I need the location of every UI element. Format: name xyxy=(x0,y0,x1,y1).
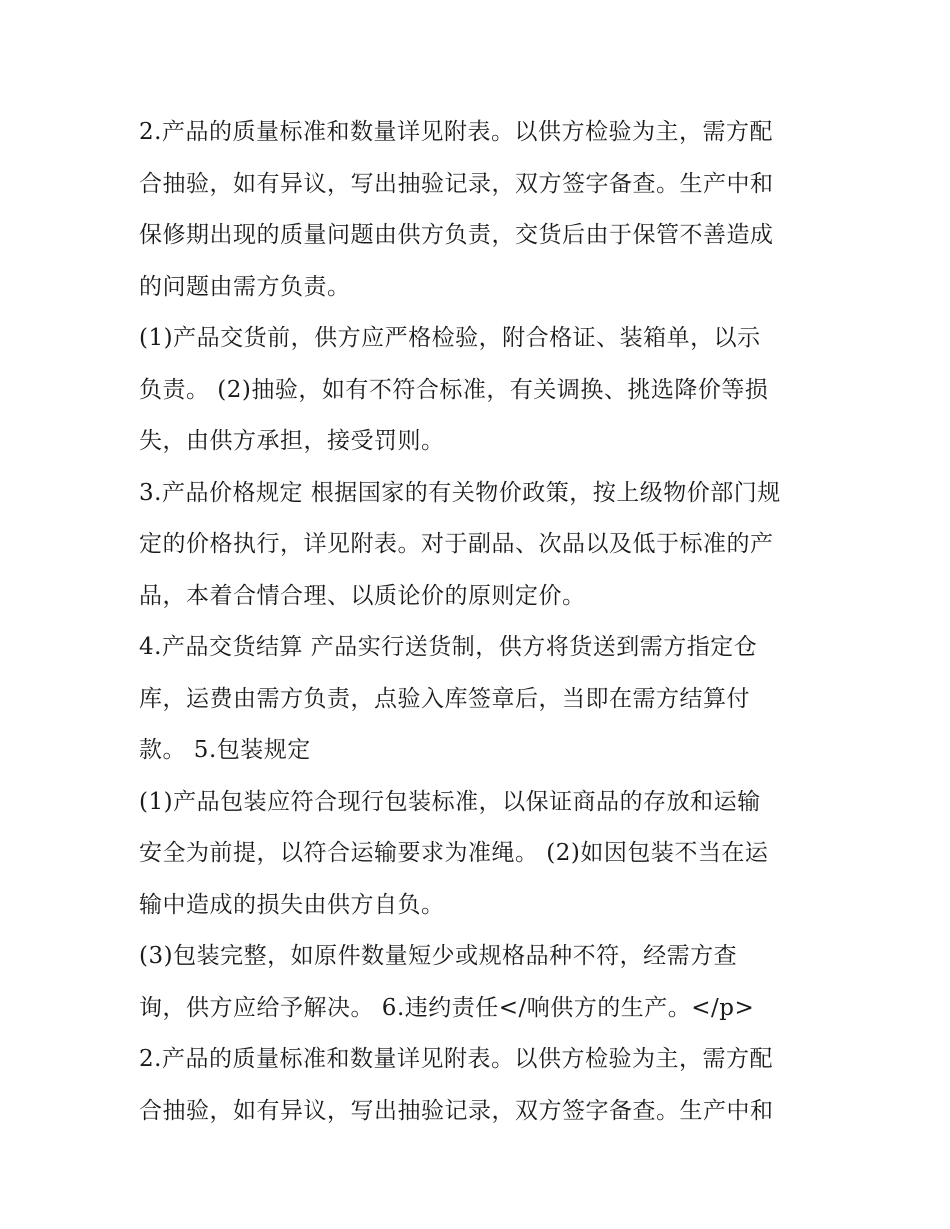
text-line: (1)产品包装应符合现行包装标准，以保证商品的存放和运输 xyxy=(139,788,761,815)
text-line: 的问题由需方负责。 xyxy=(139,273,351,300)
text-line: 负责。 (2)抽验，如有不符合标准，有关调换、挑选降价等损 xyxy=(139,376,769,403)
text-line: 库，运费由需方负责，点验入库签章后，当即在需方结算付 xyxy=(139,685,750,712)
text-line: 询，供方应给予解决。 6.违约责任</响供方的生产。</p> xyxy=(139,994,755,1021)
text-line: 4.产品交货结算 产品实行送货制，供方将货送到需方指定仓 xyxy=(139,634,758,660)
text-line: 合抽验，如有异议，写出抽验记录，双方签字备查。生产中和 xyxy=(139,1097,774,1124)
text-line: 合抽验，如有异议，写出抽验记录，双方签字备查。生产中和 xyxy=(139,170,774,197)
text-line: 品，本着合情合理、以质论价的原则定价。 xyxy=(139,582,586,609)
text-line: 3.产品价格规定 根据国家的有关物价政策，按上级物价部门规 xyxy=(139,479,781,506)
text-line: 保修期出现的质量问题由供方负责，交货后由于保管不善造成 xyxy=(139,222,774,248)
text-line: 2.产品的质量标准和数量详见附表。以供方检验为主，需方配 xyxy=(139,119,773,145)
document-body xyxy=(139,107,820,1137)
text-line: 安全为前提，以符合运输要求为准绳。 (2)如因包装不当在运 xyxy=(139,840,769,866)
text-line: 定的价格执行，详见附表。对于副品、次品以及低于标准的产 xyxy=(139,531,774,557)
text-line: (3)包装完整，如原件数量短少或规格品种不符，经需方查 xyxy=(139,943,738,969)
text-line: 2.产品的质量标准和数量详见附表。以供方检验为主，需方配 xyxy=(139,1046,773,1072)
text-line: (1)产品交货前，供方应严格检验，附合格证、装箱单，以示 xyxy=(139,325,761,351)
text-line: 输中造成的损失由供方自负。 xyxy=(139,891,445,918)
text-line: 失，由供方承担，接受罚则。 xyxy=(139,428,445,454)
text-line: 款。 5.包装规定 xyxy=(139,737,311,763)
